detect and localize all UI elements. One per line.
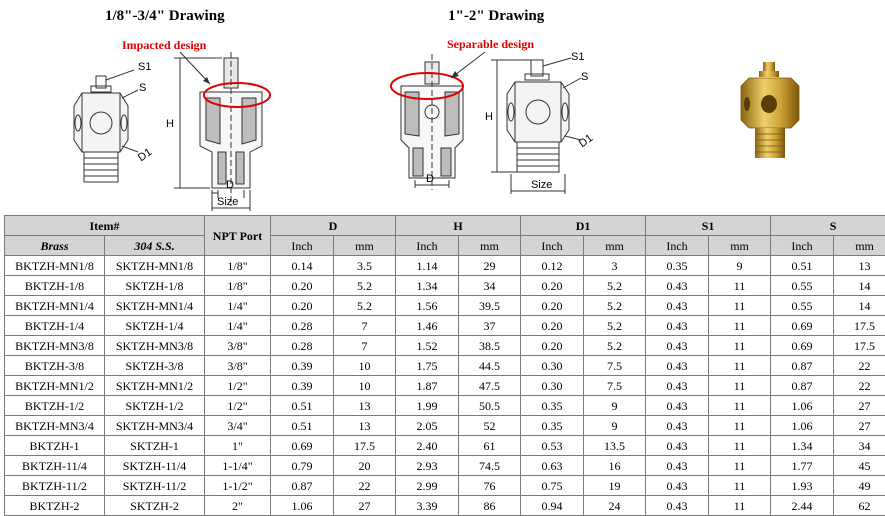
table-row [5,356,885,376]
inch-header: Inch [396,236,459,256]
s1-inch-cell: 0.43 [646,496,709,516]
ss-part-cell: SKTZH-1/8 [105,276,205,296]
d-inch-cell: 0.20 [271,296,334,316]
d-mm-cell: 13 [334,416,396,436]
d1-inch-cell: 0.75 [521,476,584,496]
h-mm-cell: 61 [459,436,521,456]
d-mm-cell: 5.2 [334,276,396,296]
ss-part-cell: SKTZH-MN1/2 [105,376,205,396]
s1-inch-cell: 0.43 [646,316,709,336]
npt-cell: 1-1/2" [205,476,271,496]
h-mm-cell: 76 [459,476,521,496]
s-inch-cell: 0.51 [771,256,834,276]
ss-part-cell: SKTZH-11/4 [105,456,205,476]
d1-mm-cell: 7.5 [584,376,646,396]
d1-inch-cell: 0.35 [521,396,584,416]
npt-cell: 1/8" [205,256,271,276]
s-inch-cell: 1.77 [771,456,834,476]
h-inch-cell: 1.99 [396,396,459,416]
h-inch-cell: 2.93 [396,456,459,476]
h-mm-cell: 34 [459,276,521,296]
table-row [5,316,885,336]
npt-cell: 1/2" [205,396,271,416]
d-inch-cell: 0.79 [271,456,334,476]
h-inch-cell: 2.05 [396,416,459,436]
h-inch-cell: 2.40 [396,436,459,456]
s1-mm-cell: 11 [709,296,771,316]
h-mm-cell: 39.5 [459,296,521,316]
d-inch-cell: 0.39 [271,376,334,396]
s1-mm-cell: 11 [709,436,771,456]
s-mm-cell: 45 [834,456,885,476]
s1-mm-cell: 11 [709,476,771,496]
left-technical-drawing [60,48,290,213]
npt-port-header: NPT Port [205,216,271,256]
inch-header: Inch [646,236,709,256]
ss-part-cell: SKTZH-MN3/4 [105,416,205,436]
h-inch-cell: 3.39 [396,496,459,516]
s-mm-cell: 13 [834,256,885,276]
d-mm-cell: 20 [334,456,396,476]
brass-header: Brass [5,236,105,256]
d1-mm-cell: 5.2 [584,276,646,296]
ss-part-cell: SKTZH-MN1/4 [105,296,205,316]
s-inch-cell: 0.55 [771,276,834,296]
d1-mm-cell: 5.2 [584,296,646,316]
d1-inch-cell: 0.53 [521,436,584,456]
brass-part-cell: BKTZH-MN3/8 [5,336,105,356]
npt-cell: 1/2" [205,376,271,396]
table-row [5,416,885,436]
d1-inch-cell: 0.63 [521,456,584,476]
s1-mm-cell: 11 [709,496,771,516]
d-mm-cell: 17.5 [334,436,396,456]
table-row [5,456,885,476]
brass-part-cell: BKTZH-1 [5,436,105,456]
h-inch-cell: 1.56 [396,296,459,316]
s1-inch-cell: 0.35 [646,256,709,276]
table-row [5,276,885,296]
right-drawing-title: 1"-2" Drawing [448,8,544,25]
d-mm-cell: 22 [334,476,396,496]
table-row [5,496,885,516]
npt-cell: 3/4" [205,416,271,436]
d1-inch-cell: 0.20 [521,296,584,316]
brass-part-cell: BKTZH-1/8 [5,276,105,296]
s-inch-cell: 1.93 [771,476,834,496]
brass-part-cell: BKTZH-1/4 [5,316,105,336]
d-mm-cell: 7 [334,316,396,336]
mm-header: mm [834,236,885,256]
table-row [5,436,885,456]
h-mm-cell: 47.5 [459,376,521,396]
s1-mm-cell: 11 [709,416,771,436]
d-inch-cell: 0.20 [271,276,334,296]
h-inch-cell: 1.75 [396,356,459,376]
d-inch-cell: 0.51 [271,416,334,436]
d1-inch-cell: 0.20 [521,316,584,336]
s1-inch-cell: 0.43 [646,436,709,456]
d-inch-cell: 0.87 [271,476,334,496]
s-inch-cell: 0.87 [771,376,834,396]
d-header: D [271,216,396,236]
s-mm-cell: 62 [834,496,885,516]
s1-mm-cell: 9 [709,256,771,276]
s1-mm-cell: 11 [709,396,771,416]
s1-mm-cell: 11 [709,376,771,396]
s-mm-cell: 27 [834,396,885,416]
brass-part-cell: BKTZH-11/2 [5,476,105,496]
s-label: S [139,82,146,94]
d1-inch-cell: 0.20 [521,276,584,296]
d-label: D [426,173,434,185]
s-inch-cell: 2.44 [771,496,834,516]
s-mm-cell: 27 [834,416,885,436]
h-inch-cell: 1.46 [396,316,459,336]
ss-part-cell: SKTZH-2 [105,496,205,516]
s1-inch-cell: 0.43 [646,396,709,416]
specification-table [4,215,885,516]
ss-part-cell: SKTZH-3/8 [105,356,205,376]
s1-inch-cell: 0.43 [646,296,709,316]
brass-part-cell: BKTZH-MN3/4 [5,416,105,436]
npt-cell: 1/8" [205,276,271,296]
ss-part-cell: SKTZH-1/4 [105,316,205,336]
s-mm-cell: 34 [834,436,885,456]
s-inch-cell: 0.87 [771,356,834,376]
d1-inch-cell: 0.94 [521,496,584,516]
d1-mm-cell: 5.2 [584,336,646,356]
h-label: H [166,118,174,130]
d1-mm-cell: 9 [584,396,646,416]
s-header: S [771,216,885,236]
d-label: D [226,179,234,191]
d1-inch-cell: 0.12 [521,256,584,276]
d1-mm-cell: 13.5 [584,436,646,456]
s-inch-cell: 0.69 [771,316,834,336]
h-mm-cell: 37 [459,316,521,336]
mm-header: mm [459,236,521,256]
s-inch-cell: 1.06 [771,396,834,416]
d-inch-cell: 0.14 [271,256,334,276]
brass-part-cell: BKTZH-1/2 [5,396,105,416]
h-mm-cell: 29 [459,256,521,276]
h-mm-cell: 52 [459,416,521,436]
d-inch-cell: 0.51 [271,396,334,416]
d1-label: D1 [136,146,154,164]
impacted-design-callout: Impacted design [122,38,206,53]
s1-header: S1 [646,216,771,236]
table-row [5,256,885,276]
table-row [5,376,885,396]
inch-header: Inch [271,236,334,256]
brass-valve-product-image [735,58,805,168]
d1-mm-cell: 16 [584,456,646,476]
table-row [5,476,885,496]
right-technical-drawing [385,48,615,198]
h-label: H [485,111,493,123]
d1-inch-cell: 0.20 [521,336,584,356]
d-inch-cell: 0.28 [271,316,334,336]
d-mm-cell: 7 [334,336,396,356]
d1-label: D1 [577,132,595,150]
inch-header: Inch [521,236,584,256]
d1-mm-cell: 24 [584,496,646,516]
d1-mm-cell: 19 [584,476,646,496]
s1-label: S1 [571,51,584,63]
s-mm-cell: 22 [834,356,885,376]
npt-cell: 1/4" [205,316,271,336]
s1-mm-cell: 11 [709,276,771,296]
s-mm-cell: 14 [834,296,885,316]
s-label: S [581,71,588,83]
size-label: Size [217,196,238,208]
s-inch-cell: 1.34 [771,436,834,456]
h-mm-cell: 50.5 [459,396,521,416]
h-mm-cell: 86 [459,496,521,516]
brass-part-cell: BKTZH-2 [5,496,105,516]
table-row [5,296,885,316]
s1-inch-cell: 0.43 [646,276,709,296]
d-inch-cell: 1.06 [271,496,334,516]
d1-mm-cell: 3 [584,256,646,276]
d1-mm-cell: 5.2 [584,316,646,336]
s-mm-cell: 17.5 [834,336,885,356]
d1-inch-cell: 0.30 [521,356,584,376]
s1-mm-cell: 11 [709,316,771,336]
mm-header: mm [584,236,646,256]
h-inch-cell: 1.14 [396,256,459,276]
ss-part-cell: SKTZH-MN3/8 [105,336,205,356]
d1-inch-cell: 0.30 [521,376,584,396]
separable-design-callout: Separable design [447,37,534,52]
ss-part-cell: SKTZH-1 [105,436,205,456]
s1-mm-cell: 11 [709,336,771,356]
brass-part-cell: BKTZH-MN1/4 [5,296,105,316]
s-inch-cell: 1.06 [771,416,834,436]
s1-mm-cell: 11 [709,356,771,376]
brass-part-cell: BKTZH-3/8 [5,356,105,376]
s-mm-cell: 17.5 [834,316,885,336]
h-inch-cell: 1.52 [396,336,459,356]
s1-inch-cell: 0.43 [646,376,709,396]
brass-part-cell: BKTZH-11/4 [5,456,105,476]
d1-inch-cell: 0.35 [521,416,584,436]
d1-header: D1 [521,216,646,236]
d1-mm-cell: 9 [584,416,646,436]
s1-inch-cell: 0.43 [646,456,709,476]
s1-inch-cell: 0.43 [646,416,709,436]
s-mm-cell: 49 [834,476,885,496]
s-inch-cell: 0.55 [771,296,834,316]
d-mm-cell: 27 [334,496,396,516]
table-row [5,396,885,416]
s1-label: S1 [138,61,151,73]
specification-rows [5,256,885,516]
s1-inch-cell: 0.43 [646,476,709,496]
ss-part-cell: SKTZH-1/2 [105,396,205,416]
npt-cell: 3/8" [205,356,271,376]
item-header: Item# [5,216,205,236]
d-inch-cell: 0.69 [271,436,334,456]
npt-cell: 1" [205,436,271,456]
d-mm-cell: 10 [334,376,396,396]
mm-header: mm [709,236,771,256]
npt-cell: 1/4" [205,296,271,316]
s-mm-cell: 22 [834,376,885,396]
h-inch-cell: 1.87 [396,376,459,396]
h-mm-cell: 74.5 [459,456,521,476]
d-inch-cell: 0.39 [271,356,334,376]
size-label: Size [531,179,552,191]
d-mm-cell: 3.5 [334,256,396,276]
npt-cell: 3/8" [205,336,271,356]
d-inch-cell: 0.28 [271,336,334,356]
stainless-header: 304 S.S. [105,236,205,256]
ss-part-cell: SKTZH-MN1/8 [105,256,205,276]
h-mm-cell: 44.5 [459,356,521,376]
h-header: H [396,216,521,236]
h-mm-cell: 38.5 [459,336,521,356]
left-drawing-title: 1/8"-3/4" Drawing [105,8,225,25]
d1-mm-cell: 7.5 [584,356,646,376]
s1-inch-cell: 0.43 [646,356,709,376]
d-mm-cell: 13 [334,396,396,416]
npt-cell: 1-1/4" [205,456,271,476]
s1-mm-cell: 11 [709,456,771,476]
s-mm-cell: 14 [834,276,885,296]
h-inch-cell: 1.34 [396,276,459,296]
d-mm-cell: 5.2 [334,296,396,316]
brass-part-cell: BKTZH-MN1/2 [5,376,105,396]
mm-header: mm [334,236,396,256]
ss-part-cell: SKTZH-11/2 [105,476,205,496]
d-mm-cell: 10 [334,356,396,376]
h-inch-cell: 2.99 [396,476,459,496]
table-row [5,336,885,356]
npt-cell: 2" [205,496,271,516]
brass-part-cell: BKTZH-MN1/8 [5,256,105,276]
inch-header: Inch [771,236,834,256]
s-inch-cell: 0.69 [771,336,834,356]
s1-inch-cell: 0.43 [646,336,709,356]
